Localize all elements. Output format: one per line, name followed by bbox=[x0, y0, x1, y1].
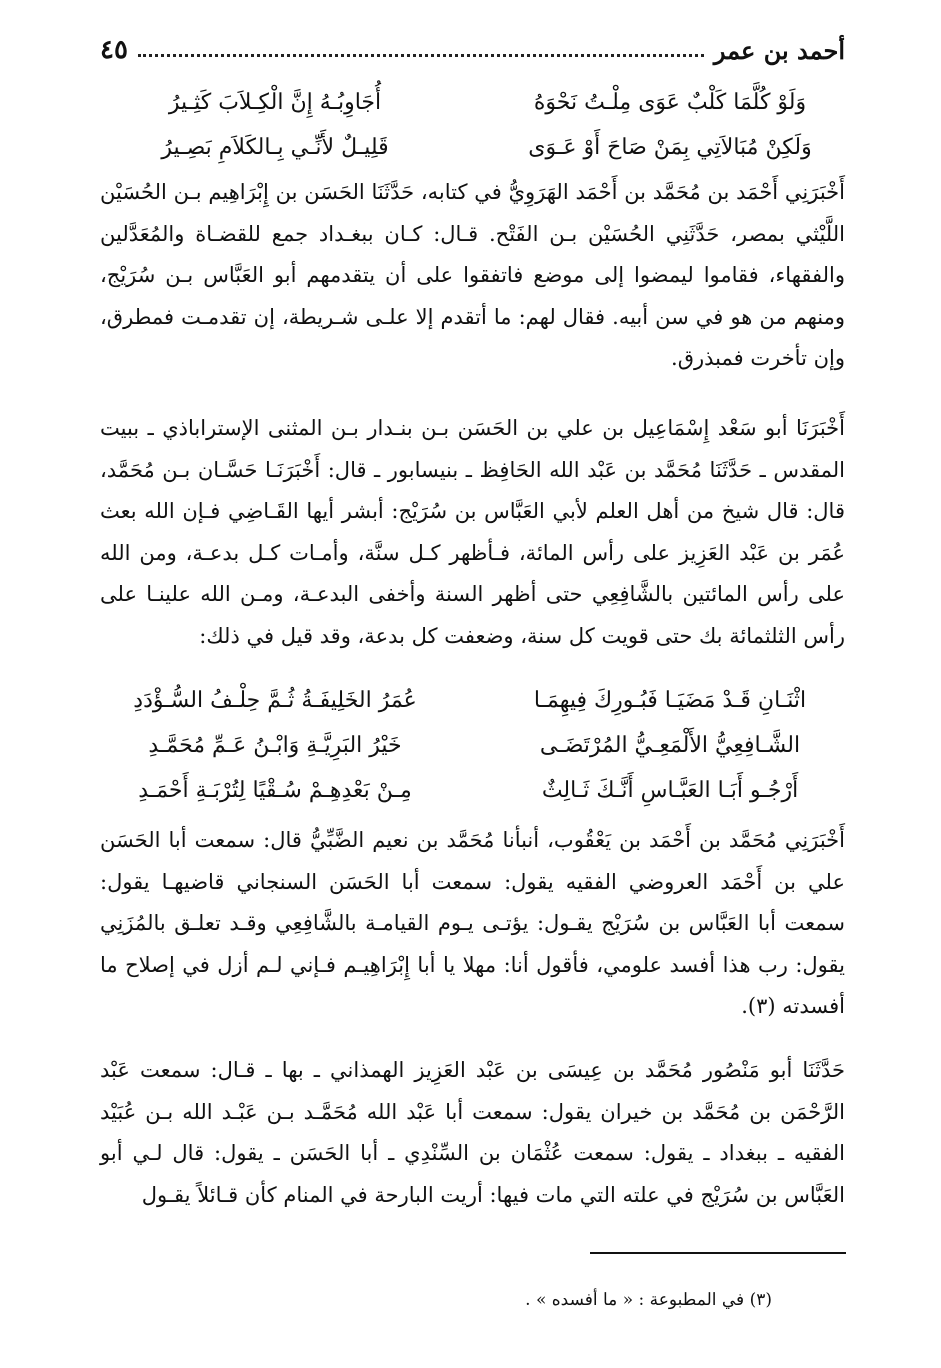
hemistich-first: أَرْجُـو أَبَـا العَبَّـاسِ أَنَّـكَ ثَـالِثٌ bbox=[541, 778, 799, 803]
paragraph-1: أَخْبَرَنِي أَحْمَد بن مُحَمَّد بن أَحْمَد الهَرَوِيُّ في كتابه، حَدَّثَنَا الحَسَن بن إِبْرَاهِيم بـن الحُسَيْن اللَّيْثي بمصر، حَدَّثَنِي الحُسَيْن بـن الفَتْح. قـال: كـان ببغـداد جمع للقضـاة والمُعَدَّلين والفقهاء، فقاموا ليمضوا إلى موضع فاتفقوا على أن يتقدمهم أبو العَبَّاس بـن سُرَيْج، ومنهم من هو في سن أبيه. فقال لهم: ما أتقدم إلا علـى شـريطة، إن تقدمـت فمطرق، وإن تأخرت فمبذرق. bbox=[100, 180, 845, 370]
hemistich-second: عُمَرُ الخَلِيفَـةُ ثُـمَّ حِلْـفُ السُّـؤْدَدِ bbox=[133, 688, 417, 713]
hemistich-first: وَلَكِنْ مُبَالاَتِي بِمَنْ صَاحَ أَوْ عَـوَى bbox=[528, 135, 812, 160]
paragraph-4: حَدَّثَنَا أبو مَنْصُور مُحَمَّد بن عِيسَى بن عَبْد العَزِيز الهمذاني ـ بها ـ قـال: سمعت عَبْد الرَّحْمَن بن مُحَمَّد بن خيران يقول: سمعت أبا عَبْد الله مُحَمَّـد بـن عَبْـد الله بـن عُبَيْد الفقيه ـ ببغداد ـ يقول: سمعت عُثْمَان بن السِّنْدِي ـ أبا الحَسَن ـ يقول: قال لـي أبو العَبَّاس بن سُرَيْج في علته التي مات فيها: أريت البارحة في المنام كأن قـائلاً يقـول bbox=[100, 1058, 845, 1207]
hemistich-second: مِـنْ بَعْدِهِـمْ سُـقْيًا لِتُرْبَـةِ أَحْمَـدِ bbox=[138, 778, 412, 803]
hemistich-first: الشَّـافِعِيُّ الأَلْمَعِـيُّ المُرْتَضَـى bbox=[539, 733, 801, 758]
verse-block-1 bbox=[100, 80, 845, 170]
hemistich-second: خَيْرُ البَرِيَّـةِ وَابْـنُ عَـمِّ مُحَمَّـدِ bbox=[148, 733, 402, 758]
verse-line bbox=[100, 768, 845, 813]
verse-block-2 bbox=[100, 678, 845, 813]
hemistich-first: اثْنَـانِ قَـدْ مَضَيَـا فَبُـورِكَ فِيهِمَـا bbox=[533, 688, 807, 713]
page-number: ٤٥ bbox=[100, 35, 128, 65]
hemistich-first: وَلَوْ كُلَّمَا كَلْبٌ عَوَى مِلْـتُ نَحْوَهُ bbox=[533, 90, 807, 115]
verse-line bbox=[100, 678, 845, 723]
verse-line bbox=[100, 125, 845, 170]
footnote: (٣) في المطبوعة : « ما أفسده » . bbox=[525, 1290, 772, 1310]
running-header bbox=[100, 30, 845, 70]
header-title: أحمد بن عمر bbox=[713, 35, 845, 65]
paragraph-3: أَخْبَرَنِي مُحَمَّد بن أَحْمَد بن يَعْقُوب، أنبأنا مُحَمَّد بن نعيم الضَّبِّيُّ قال: سمعت أبا الحَسَن علي بن أَحْمَد العروضي الفقيه يقول: سمعت أبا الحَسَن السنجاني قاضيهـا يقول: سمعت أبا العَبَّاس بن سُرَيْج يقـول: يؤتـى يـوم القيامـة بالشَّافِعِي وقـد تعلـق بالمُزَنِي يقول: رب هذا أفسد علومي، فأقول أنا: مهلا يا أبا إِبْرَاهِيـم فـإني لـم أزل في إصلاح ما أفسدته (٣). bbox=[100, 828, 845, 1018]
verse-line bbox=[100, 723, 845, 768]
verse-line bbox=[100, 80, 845, 125]
footnote-divider bbox=[590, 1252, 846, 1254]
dot-leader bbox=[138, 54, 704, 57]
hemistich-second: أُجَاوِبُـهُ إِنَّ الْكِـلاَبَ كَثِـيرُ bbox=[168, 90, 382, 115]
hemistich-second: قَلِيـلٌ لأَنِّـي بِـالكَلاَمِ بَصِـيرُ bbox=[161, 135, 389, 160]
paragraph-2: أَخْبَرَنَا أبو سَعْد إِسْمَاعِيل بن علي بن الحَسَن بـن بنـدار بـن المثنى الإستراباذي ـ ببيت المقدس ـ حَدَّثَنَا مُحَمَّد بن عَبْد الله الحَافِظ ـ بنيسابور ـ قال: أَخْبَرَنَـا حَسَّـان بـن مُحَمَّد، قال: قال شيخ من أهل العلم لأبي العَبَّاس بن سُرَيْج: أبشر أيها القَـاضِي فـإن الله بعث عُمَر بن عَبْد العَزِيز على رأس المائة، فـأظهر كـل سنَّة، وأمـات كـل بدعـة، ومن الله على رأس المائتين بالشَّافِعِي حتى أظهر السنة وأخفى البدعـة، ومـن الله علينـا على رأس الثلثمائة بك حتى قويت كل سنة، وضعفت كل بدعة، وقد قيل في ذلك: bbox=[100, 416, 845, 648]
